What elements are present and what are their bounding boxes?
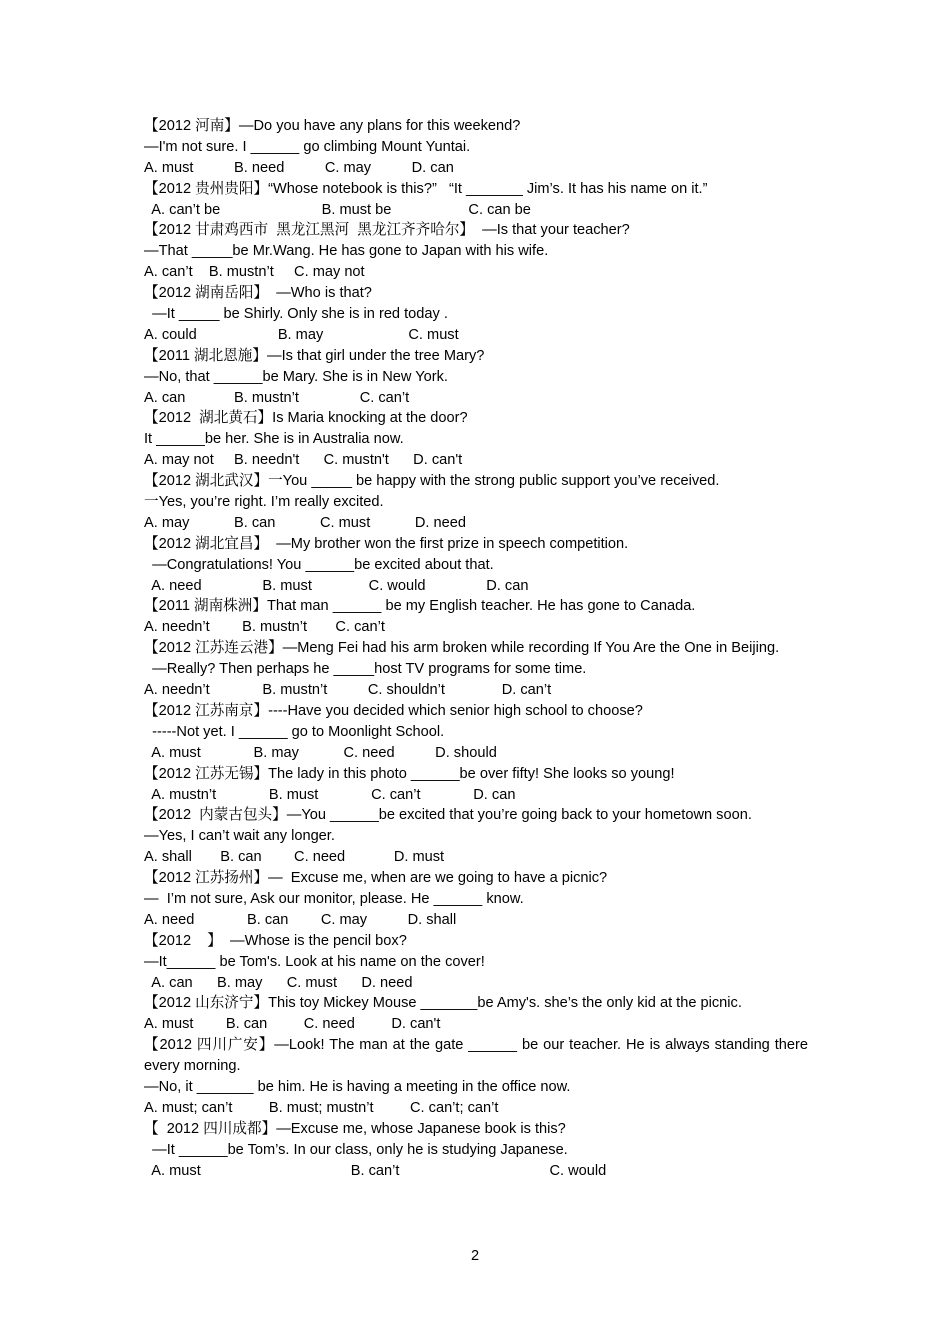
question-line: 【 2012 四川成都】—Excuse me, whose Japanese book is this? xyxy=(144,1120,566,1137)
question-line: 【2012 江苏连云港】—Meng Fei had his arm broken while recording If You Are the One in Beijing. xyxy=(144,640,780,657)
page-number: 2 xyxy=(470,1248,480,1264)
question-line: —It _____ be Shirly. Only she is in red today . xyxy=(144,306,448,323)
question-list xyxy=(144,116,808,1181)
options-line: A. can’t B. mustn’t C. may not xyxy=(144,264,365,281)
options-line: A. shall B. can C. need D. must xyxy=(144,849,445,866)
options-line: A. can B. mustn’t C. can’t xyxy=(144,389,410,406)
options-line: A. needn’t B. mustn’t C. can’t xyxy=(144,619,385,636)
question-line: 【2012 山东济宁】This toy Mickey Mouse _______be Amy's. she’s the only kid at the picnic. xyxy=(144,995,742,1012)
question-line: 【2012 江苏扬州】— Excuse me, when are we going to have a picnic? xyxy=(144,870,608,887)
options-line: A. can B. may C. must D. need xyxy=(144,974,413,991)
question-line: 【2012 河南】—Do you have any plans for this weekend? xyxy=(144,118,521,134)
options-line: A. must B. may C. need D. should xyxy=(144,744,497,761)
question-line: —Congratulations! You ______be excited about that. xyxy=(144,556,494,573)
options-line: A. must B. can’t C. would xyxy=(144,1162,607,1179)
question-line: 【2012 】 —Whose is the pencil box? xyxy=(144,932,407,949)
options-line: A. needn’t B. mustn’t C. shouldn’t D. can’t xyxy=(144,682,552,699)
question-line: 一Yes, you’re right. I’m really excited. xyxy=(144,494,384,511)
question-line: -----Not yet. I ______ go to Moonlight School. xyxy=(144,723,445,740)
question-line: —No, that ______be Mary. She is in New York. xyxy=(144,368,448,385)
options-line: A. need B. must C. would D. can xyxy=(144,577,529,594)
options-line: A. must; can’t B. must; mustn’t C. can’t; can’t xyxy=(144,1099,499,1116)
question-line: 【2012 江苏无锡】The lady in this photo ______be over fifty! She looks so young! xyxy=(144,765,675,782)
question-line: —It______ be Tom's. Look at his name on the cover! xyxy=(144,953,485,970)
question-line: 【2011 湖南株洲】That man ______ be my English teacher. He has gone to Canada. xyxy=(144,598,696,615)
question-line: —Really? Then perhaps he _____host TV programs for some time. xyxy=(144,661,587,678)
question-line: —It ______be Tom’s. In our class, only he is studying Japanese. xyxy=(144,1141,568,1158)
options-line: A. may not B. needn't C. mustn't D. can't xyxy=(144,452,463,469)
question-line: 【2012 江苏南京】----Have you decided which senior high school to choose? xyxy=(144,702,643,719)
options-line: A. must B. need C. may D. can xyxy=(144,159,454,176)
question-line: —Yes, I can’t wait any longer. xyxy=(144,828,335,845)
question-line: 【2012 湖北黄石】Is Maria knocking at the door? xyxy=(144,410,468,427)
options-line: A. need B. can C. may D. shall xyxy=(144,911,457,928)
question-line: 【2012 湖北武汉】一You _____ be happy with the strong public support you’ve received. xyxy=(144,473,720,490)
options-line: A. can’t be B. must be C. can be xyxy=(144,201,531,218)
question-line: 【2012 四川广安】—Look! The man at the gate ______ be our teacher. He is always standing there every morning. xyxy=(144,1037,808,1075)
question-line: 【2012 湖北宜昌】 —My brother won the first prize in speech competition. xyxy=(144,535,629,552)
question-line: — I’m not sure, Ask our monitor, please. He ______ know. xyxy=(144,890,524,907)
question-line: 【2012 甘肃鸡西市 黑龙江黑河 黑龙江齐齐哈尔】 —Is that your teacher? xyxy=(144,222,630,239)
question-line: 【2012 内蒙古包头】—You ______be excited that you’re going back to your hometown soon. xyxy=(144,807,752,824)
options-line: A. must B. can C. need D. can't xyxy=(144,1016,441,1033)
question-line: 【2011 湖北恩施】—Is that girl under the tree Mary? xyxy=(144,347,485,364)
question-line: 【2012 贵州贵阳】“Whose notebook is this?” “It _______ Jim’s. It has his name on it.” xyxy=(144,180,708,197)
question-line: —That _____be Mr.Wang. He has gone to Japan with his wife. xyxy=(144,243,549,260)
question-line: 【2012 湖南岳阳】 —Who is that? xyxy=(144,285,372,302)
question-line: —I'm not sure. I ______ go climbing Mount Yuntai. xyxy=(144,138,471,155)
options-line: A. may B. can C. must D. need xyxy=(144,514,466,531)
question-line: —No, it _______ be him. He is having a meeting in the office now. xyxy=(144,1079,571,1096)
options-line: A. mustn’t B. must C. can’t D. can xyxy=(144,786,516,803)
options-line: A. could B. may C. must xyxy=(144,326,459,343)
question-line: It ______be her. She is in Australia now. xyxy=(144,431,404,448)
